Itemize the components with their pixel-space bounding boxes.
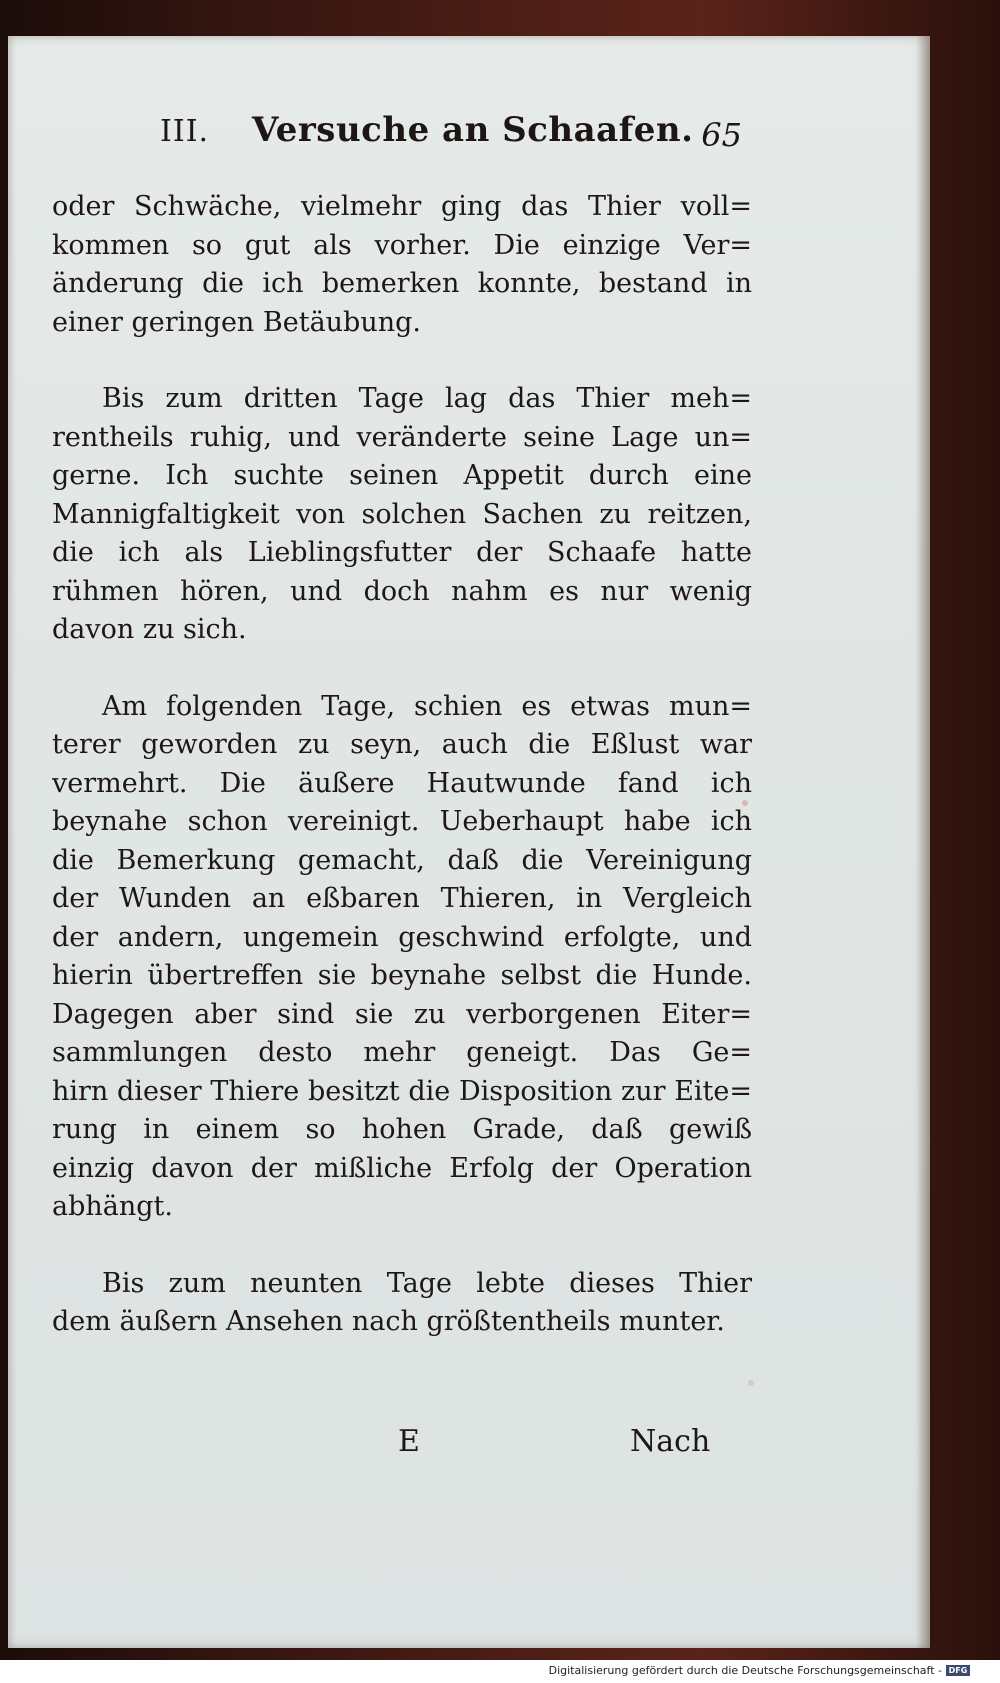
text-line: oder Schwäche, vielmehr ging das Thier voll= bbox=[52, 191, 752, 222]
running-header bbox=[160, 100, 750, 164]
digitization-credit bbox=[549, 1664, 970, 1677]
text-line: dem äußern Ansehen nach größtentheils munter. bbox=[52, 1306, 725, 1337]
paragraph-gap bbox=[52, 342, 752, 380]
page-gutter-shadow bbox=[916, 36, 930, 1648]
paragraph-4 bbox=[52, 1265, 752, 1342]
text-line: gerne. Ich suchte seinen Appetit durch eine bbox=[52, 460, 752, 491]
text-line: abhängt. bbox=[52, 1191, 173, 1222]
text-line: kommen so gut als vorher. Die einzige Ver= bbox=[52, 229, 752, 261]
text-line: vermehrt. Die äußere Hautwunde fand ich bbox=[52, 767, 752, 799]
text-line: hierin übertreffen sie beynahe selbst die Hunde. bbox=[52, 960, 752, 991]
body-text bbox=[52, 188, 752, 1342]
text-line: beynahe schon vereinigt. Ueberhaupt habe ich bbox=[52, 806, 752, 837]
text-line: Mannigfaltigkeit von solchen Sachen zu reitzen, bbox=[52, 498, 752, 530]
page-number: 65 bbox=[701, 116, 742, 154]
paragraph-gap bbox=[52, 650, 752, 688]
text-line: die Bemerkung gemacht, daß die Vereinigung bbox=[52, 844, 752, 876]
text-line: terer geworden zu seyn, auch die Eßlust war bbox=[52, 729, 752, 760]
paragraph-3 bbox=[52, 688, 752, 1227]
text-line: Am folgenden Tage, schien es etwas mun= bbox=[102, 690, 752, 722]
paper-stain bbox=[742, 800, 748, 806]
dfg-logo-icon: DFG bbox=[946, 1665, 970, 1676]
text-line: einer geringen Betäubung. bbox=[52, 306, 421, 338]
text-line: davon zu sich. bbox=[52, 614, 247, 645]
text-line: der andern, ungemein geschwind erfolgte, und bbox=[52, 921, 752, 953]
text-line: sammlungen desto mehr geneigt. Das Ge= bbox=[52, 1037, 752, 1068]
text-line: Dagegen aber sind sie zu verborgenen Eiter= bbox=[52, 998, 752, 1030]
paragraph-2 bbox=[52, 380, 752, 650]
paragraph-1 bbox=[52, 188, 752, 342]
section-number: III. bbox=[160, 114, 210, 149]
signature-mark: E bbox=[398, 1424, 420, 1459]
text-line: rung in einem so hohen Grade, daß gewiß bbox=[52, 1114, 752, 1145]
text-line: hirn dieser Thiere besitzt die Disposition zur Eite= bbox=[52, 1075, 752, 1107]
text-line: einzig davon der mißliche Erfolg der Operation bbox=[52, 1152, 752, 1184]
text-line: rentheils ruhig, und veränderte seine Lage un= bbox=[52, 421, 752, 453]
catchword: Nach bbox=[630, 1424, 711, 1459]
running-title: Versuche an Schaafen. bbox=[252, 110, 694, 150]
text-line: rühmen hören, und doch nahm es nur wenig bbox=[52, 575, 752, 607]
text-line: Bis zum dritten Tage lag das Thier meh= bbox=[102, 383, 752, 414]
text-line: die ich als Lieblingsfutter der Schaafe hatte bbox=[52, 537, 752, 568]
credit-text: Digitalisierung gefördert durch die Deutsche Forschungsgemeinschaft - bbox=[548, 1664, 942, 1677]
paper-stain bbox=[748, 1380, 754, 1386]
text-line: der Wunden an eßbaren Thieren, in Vergleich bbox=[52, 883, 752, 914]
text-line: änderung die ich bemerken konnte, bestand in bbox=[52, 268, 752, 299]
text-line: Bis zum neunten Tage lebte dieses Thier bbox=[102, 1267, 752, 1299]
paragraph-gap bbox=[52, 1227, 752, 1265]
